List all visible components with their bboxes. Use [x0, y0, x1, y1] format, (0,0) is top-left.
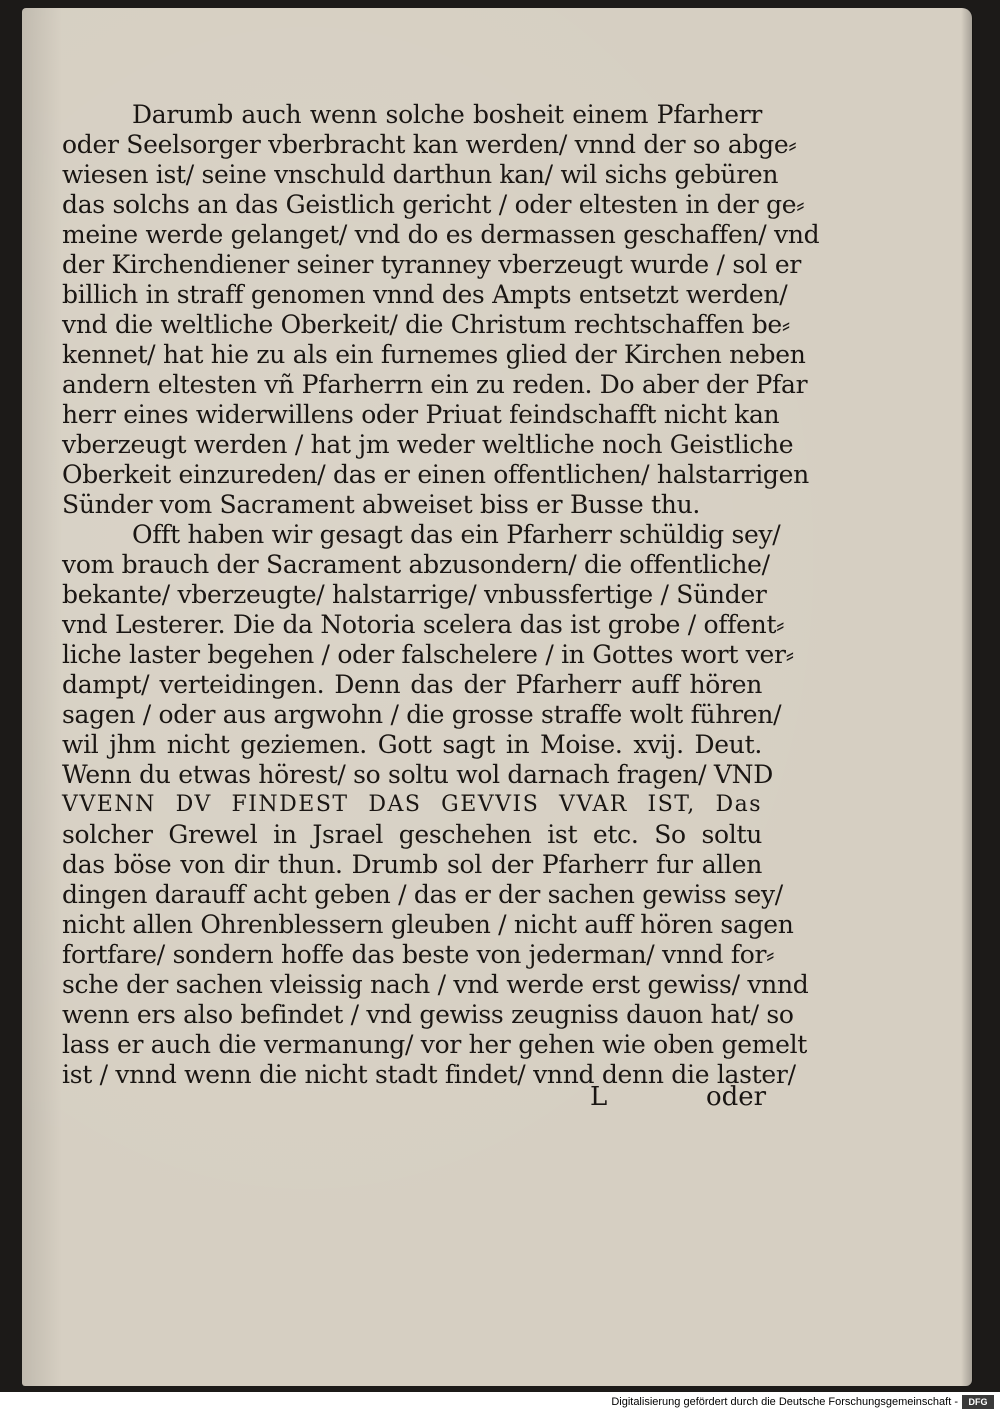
text-line: kennet/ hat hie zu als ein furnemes glied der Kirchen neben	[62, 340, 806, 369]
page-edge-shadow	[961, 8, 973, 1386]
text-line: lass er auch die vermanung/ vor her gehen wie oben gemelt	[62, 1030, 808, 1059]
text-line: wiesen ist/ seine vnschuld darthun kan/ wil sichs gebüren	[62, 160, 779, 189]
signature-mark: L	[590, 1082, 608, 1112]
text-line: nicht allen Ohrenblessern gleuben / nicht auff hören sagen	[62, 910, 794, 939]
dfg-logo: DFG	[962, 1395, 994, 1409]
text-line: vberzeugt werden / hat jm weder weltliche noch Geistliche	[62, 430, 794, 459]
text-line: der Kirchendiener seiner tyranney vberzeugt wurde / sol er	[62, 250, 802, 279]
text-line: wil jhm nicht geziemen. Gott sagt in Moise. xvij. Deut.	[62, 730, 762, 759]
text-line: oder Seelsorger vberbracht kan werden/ vnnd der so abge⸗	[62, 130, 797, 159]
text-line: bekante/ vberzeugte/ halstarrige/ vnbussfertige / Sünder	[62, 580, 767, 609]
text-line: sagen / oder aus argwohn / die grosse straffe wolt führen/	[62, 700, 782, 729]
text-line: liche laster begehen / oder falschelere / in Gottes wort ver⸗	[62, 640, 794, 669]
funding-credit: Digitalisierung gefördert durch die Deutsche Forschungsgemeinschaft -	[611, 1396, 958, 1408]
text-line: herr eines widerwillens oder Priuat feindschafft nicht kan	[62, 400, 780, 429]
text-line: dingen darauff acht geben / das er der sachen gewiss sey/	[62, 880, 783, 909]
text-line: das solchs an das Geistlich gericht / oder eltesten in der ge⸗	[62, 190, 805, 219]
text-line: ist / vnnd wenn die nicht stadt findet/ vnnd denn die laster/	[62, 1060, 796, 1089]
text-line: sche der sachen vleissig nach / vnd werde erst gewiss/ vnnd	[62, 970, 809, 999]
text-line: Oberkeit einzureden/ das er einen offentlichen/ halstarrigen	[62, 460, 809, 489]
text-line: Sünder vom Sacrament abweiset biss er Busse thu.	[62, 490, 701, 519]
text-line: meine werde gelanget/ vnd do es dermassen geschaffen/ vnd	[62, 220, 820, 249]
text-line: das böse von dir thun. Drumb sol der Pfarherr fur allen	[62, 850, 762, 879]
catchword: oder	[706, 1082, 767, 1112]
text-line: solcher Grewel in Jsrael geschehen ist etc. So soltu	[62, 820, 762, 849]
text-line: billich in straff genomen vnnd des Ampts entsetzt werden/	[62, 280, 788, 309]
text-line: Offt haben wir gesagt das ein Pfarherr schüldig sey/	[132, 520, 781, 549]
text-line: VVENN DV FINDEST DAS GEVVIS VVAR IST, Das	[62, 792, 762, 817]
text-line: andern eltesten vñ Pfarherrn ein zu reden. Do aber der Pfar	[62, 370, 808, 399]
text-line: fortfare/ sondern hoffe das beste von jederman/ vnnd for⸗	[62, 940, 775, 969]
text-line: vom brauch der Sacrament abzusondern/ die offentliche/	[62, 550, 770, 579]
text-line: vnd die weltliche Oberkeit/ die Christum rechtschaffen be⸗	[62, 310, 790, 339]
text-line: wenn ers also befindet / vnd gewiss zeugniss dauon hat/ so	[62, 1000, 794, 1029]
text-line: Wenn du etwas hörest/ so soltu wol darnach fragen/ VND	[62, 760, 773, 789]
text-line: Darumb auch wenn solche bosheit einem Pfarherr	[132, 100, 762, 129]
text-line: dampt/ verteidingen. Denn das der Pfarherr auff hören	[62, 670, 762, 699]
text-line: vnd Lesterer. Die da Notoria scelera das ist grobe / offent⸗	[62, 610, 785, 639]
